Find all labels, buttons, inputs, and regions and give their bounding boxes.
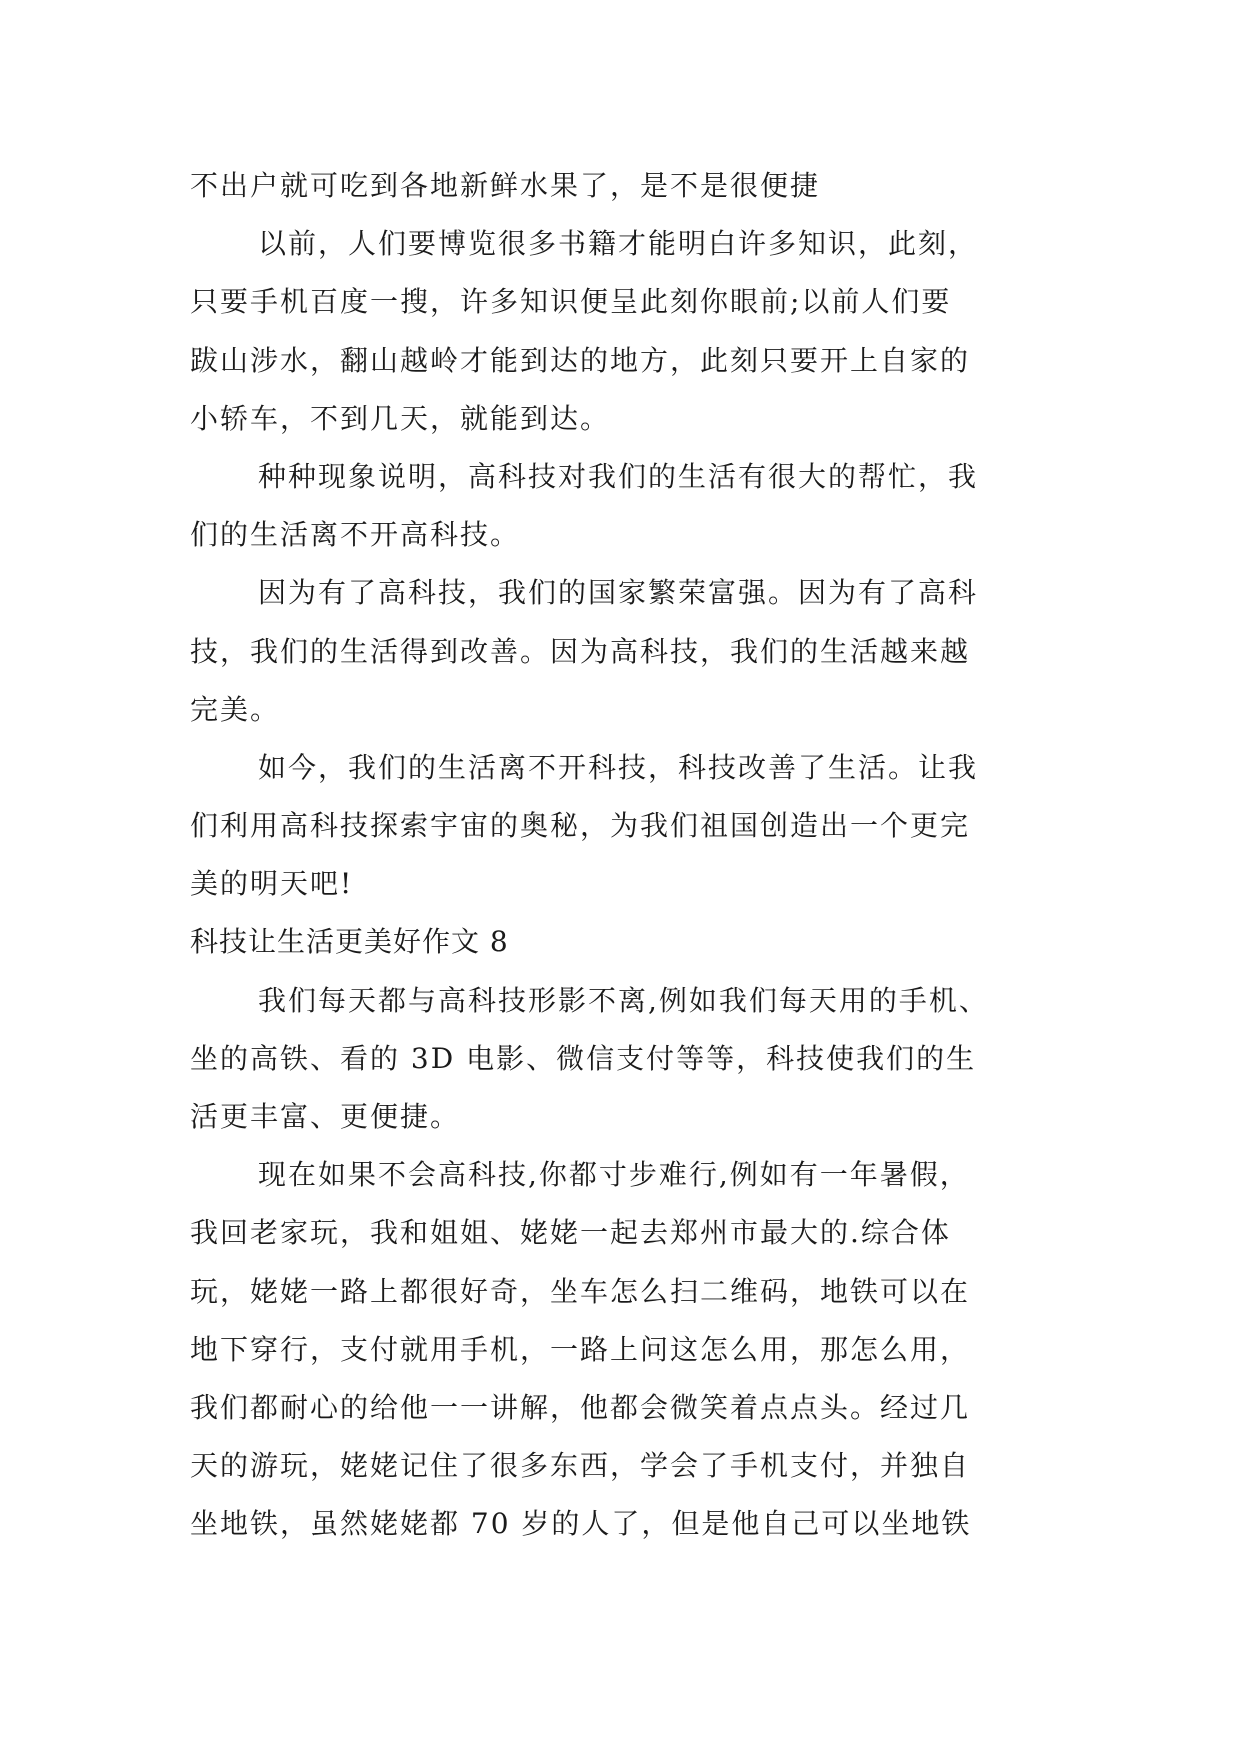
text-line: 不出户就可吃到各地新鲜水果了，是不是很便捷	[190, 169, 821, 202]
text-line: 坐地铁，虽然姥姥都 70 岁的人了，但是他自己可以坐地铁	[190, 1507, 972, 1541]
text-line: 活更丰富、更便捷。	[190, 1100, 461, 1133]
text-line: 们利用高科技探索宇宙的奥秘，为我们祖国创造出一个更完	[190, 809, 971, 843]
text-line: 我们都耐心的给他一一讲解，他都会微笑着点点头。经过几	[190, 1390, 971, 1424]
text-line: 只要手机百度一搜，许多知识便呈此刻你眼前;以前人们要	[190, 285, 952, 319]
text-line: 小轿车，不到几天，就能到达。	[190, 401, 611, 435]
paragraph-first-line: 以前，人们要博览很多书籍才能明白许多知识，此刻，	[258, 227, 979, 261]
paragraph-first-line: 因为有了高科技，我们的国家繁荣富强。因为有了高科	[258, 576, 979, 610]
text-line: 坐的高铁、看的 3D 电影、微信支付等等，科技使我们的生	[190, 1041, 977, 1075]
section-heading: 科技让生活更美好作文 8	[190, 925, 509, 959]
paragraph-first-line: 我们每天都与高科技形影不离,例如我们每天用的手机、	[258, 983, 989, 1017]
paragraph-first-line: 如今，我们的生活离不开科技，科技改善了生活。让我	[258, 750, 979, 784]
text-line: 们的生活离不开高科技。	[190, 518, 521, 552]
paragraph-first-line: 种种现象说明，高科技对我们的生活有很大的帮忙，我	[258, 459, 979, 493]
text-line: 跋山涉水，翻山越岭才能到达的地方，此刻只要开上自家的	[190, 343, 971, 377]
text-line: 天的游玩，姥姥记住了很多东西，学会了手机支付，并独自	[190, 1449, 971, 1483]
text-line: 我回老家玩，我和姐姐、姥姥一起去郑州市最大的.综合体	[190, 1216, 951, 1250]
text-line: 技，我们的生活得到改善。因为高科技，我们的生活越来越	[190, 634, 971, 668]
text-line: 完美。	[190, 692, 281, 726]
text-line: 玩，姥姥一路上都很好奇，坐车怎么扫二维码，地铁可以在	[190, 1274, 971, 1308]
text-line: 美的明天吧!	[190, 867, 354, 901]
paragraph-first-line: 现在如果不会高科技,你都寸步难行,例如有一年暑假，	[258, 1158, 970, 1192]
document-body	[190, 157, 1052, 1554]
text-line: 地下穿行，支付就用手机，一路上问这怎么用，那怎么用，	[190, 1332, 971, 1366]
